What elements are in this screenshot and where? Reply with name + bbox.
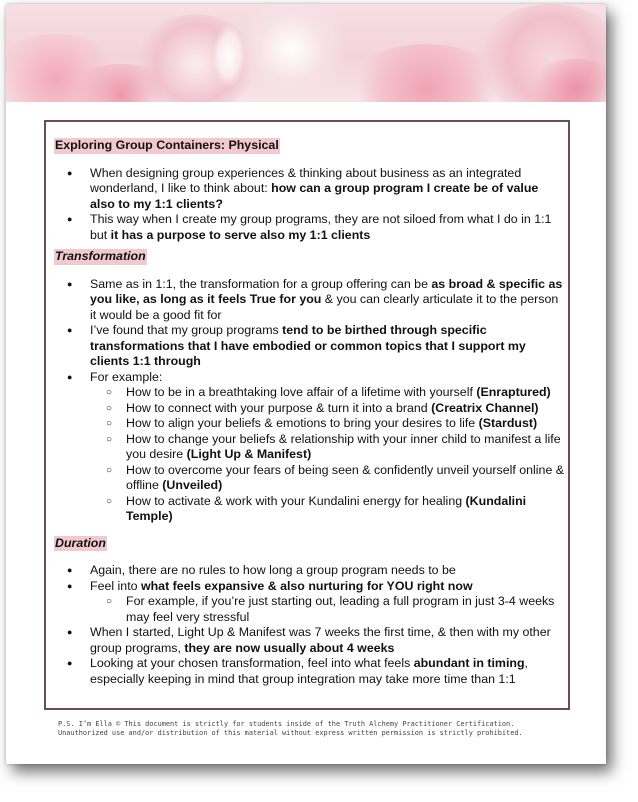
- content-body: [54, 138, 566, 687]
- text: For example:: [90, 369, 163, 384]
- content-frame: [44, 120, 570, 710]
- duration-list: [54, 563, 566, 687]
- copyright-footer: P.S. I’m Ella © This document is strictly for students inside of the Truth Alchemy Practitioner Certification. Unauthorized use and/or distribution of this material without express written permission is strictly prohibited.: [58, 720, 523, 737]
- duration-heading: Duration: [55, 535, 106, 550]
- text: Same as in 1:1, the transformation for a group offering can be: [90, 276, 432, 291]
- bold-text: tend to be birthed through specific transformations that I have embodied or common topics that I support my clients 1:1 through: [90, 323, 526, 368]
- bold-text: (Enraptured): [476, 385, 551, 399]
- bold-text: how can a group program I create be of value also to my 1:1 clients?: [90, 181, 539, 211]
- text: When I started, Light Up & Manifest was 7 weeks the first time, & then with my other group programs,: [90, 625, 551, 655]
- bold-text: (Creatrix Channel): [431, 400, 539, 415]
- text: This way when I create my group programs, they are not siloed from what I do in 1:1 but: [90, 212, 552, 242]
- bold-text: abundant in timing: [413, 656, 525, 670]
- text: & you can clearly articulate it to the person it would be a good fit for: [90, 292, 559, 322]
- text: For example, if you’re just starting out, leading a full program in just 3-4 weeks may feel very stressful: [126, 594, 555, 624]
- bold-text: (Unveiled): [162, 478, 223, 492]
- example-item: [90, 401, 566, 417]
- text: , especially keeping in mind that group integration may take more time than 1:1: [90, 656, 528, 686]
- example-item: [90, 463, 566, 494]
- transformation-list: [54, 277, 566, 386]
- text: Feel into: [90, 578, 141, 593]
- text: Looking at your chosen transformation, feel into what feels: [90, 656, 414, 670]
- bold-text: (Light Up & Manifest): [186, 447, 312, 461]
- example-item: [90, 494, 566, 525]
- text: How to activate & work with your Kundalini energy for healing: [126, 493, 466, 508]
- text: How to be in a breathtaking love affair of a lifetime with yourself: [126, 385, 477, 399]
- bullet-item: [54, 277, 566, 324]
- intro-list: [54, 166, 566, 244]
- text: Again, there are no rules to how long a group program needs to be: [90, 563, 456, 577]
- bullet-item: [54, 370, 566, 386]
- bullet-item: [54, 323, 566, 370]
- sub-list: [54, 594, 566, 625]
- example-item: [90, 416, 566, 432]
- bullet-item: [54, 563, 566, 579]
- bullet-item: [54, 656, 566, 687]
- bold-text: they are now usually about 4 weeks: [184, 640, 395, 655]
- bullet-item: [54, 625, 566, 656]
- header-banner-image: [6, 4, 606, 102]
- text: How to connect with your purpose & turn it into a brand: [126, 400, 432, 415]
- bold-text: as broad & specific as you like, as long as it feels True for you: [90, 276, 563, 306]
- sub-list-item: [90, 594, 566, 625]
- text: How to overcome your fears of being seen & confidently unveil yourself online & offline: [126, 462, 565, 492]
- text: I’ve found that my group programs: [90, 323, 283, 337]
- bullet-item: [54, 579, 566, 626]
- bold-text: it has a purpose to serve also my 1:1 clients: [110, 227, 371, 242]
- text: How to change your beliefs & relationship with your inner child to manifest a life you desire: [126, 431, 561, 461]
- bold-text: (Stardust): [478, 416, 538, 430]
- document-title: Exploring Group Containers: Physical: [55, 138, 279, 152]
- bullet-item: [54, 166, 566, 213]
- example-item: [90, 385, 566, 401]
- example-item: [90, 432, 566, 463]
- bullet-item: [54, 212, 566, 243]
- transformation-heading: Transformation: [55, 249, 146, 263]
- text: How to align your beliefs & emotions to bring your desires to life: [126, 416, 479, 430]
- text: When designing group experiences & thinking about business as an integrated wonderland, I like to think about:: [90, 165, 522, 195]
- bold-text: what feels expansive & also nurturing for YOU right now: [140, 578, 473, 593]
- document-page: [6, 4, 606, 764]
- bold-text: (Kundalini Temple): [126, 493, 527, 523]
- examples-list: [54, 385, 566, 525]
